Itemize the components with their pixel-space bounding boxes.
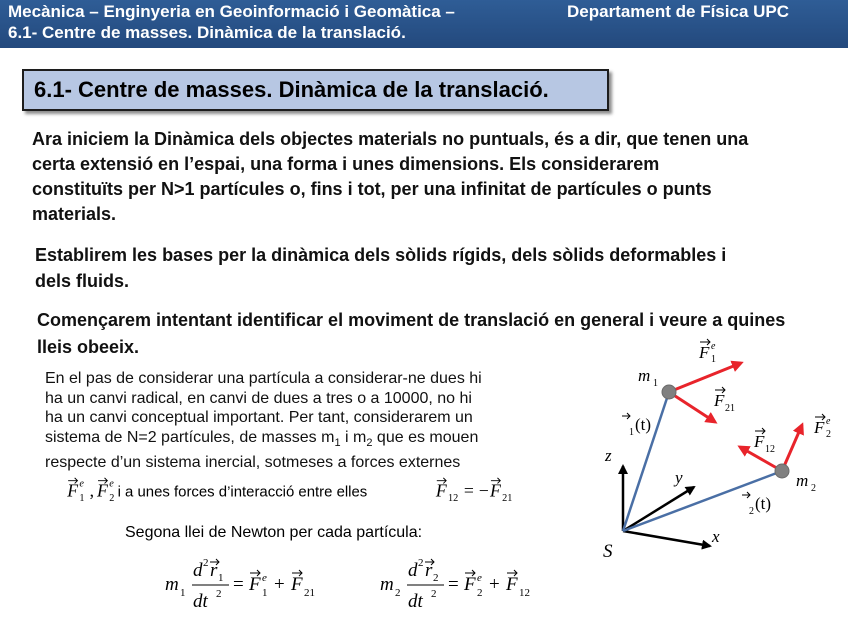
newton-law-label: Segona llei de Newton per cada partícula: [125, 524, 423, 541]
body-line: ha un canvi conceptual important. Per tant, considerarem un [45, 409, 473, 426]
external-force-1-arrow [669, 363, 741, 392]
forces-text: i a unes forces d’interacció entre elles [117, 483, 368, 501]
label-F21: F [714, 391, 725, 410]
x-axis [623, 531, 710, 546]
header-bar [0, 0, 848, 48]
particle-1 [662, 385, 676, 399]
label-m2-sub: 2 [811, 483, 816, 494]
math-symbol: dt [193, 591, 208, 612]
math-symbol: F [67, 480, 79, 501]
math-subscript: 2 [433, 572, 439, 584]
math-symbol: F [464, 574, 476, 595]
math-equals: = [448, 574, 459, 595]
header-section: 6.1- Centre de masses. Dinàmica de la translació. [8, 23, 406, 42]
vector-arrow-icon [210, 559, 302, 576]
math-symbol: F [97, 480, 108, 501]
system-description [45, 369, 585, 473]
label-F1e: F [699, 343, 710, 362]
math-symbol: m [165, 574, 179, 595]
label-F1e-sup: e [711, 341, 716, 352]
math-superscript: e [109, 478, 114, 490]
math-symbol: F [489, 480, 501, 501]
particle-2 [775, 464, 789, 478]
interaction-force-21-arrow [669, 392, 715, 422]
math-symbol: dt [408, 591, 423, 612]
math-symbol: m [380, 574, 394, 595]
math-minus: − [478, 480, 489, 501]
label-F12: F [754, 432, 765, 451]
math-superscript: e [79, 478, 84, 490]
body-text: que es mouen [372, 428, 479, 446]
math-plus: + [274, 574, 285, 595]
translation-paragraph: Començarem intentant identificar el moviment de translació en general i veure a quines lleis obeeix. [37, 310, 786, 357]
label-axis-x: x [712, 527, 720, 546]
math-superscript: 2 [418, 557, 424, 569]
math-subscript: 1 [218, 572, 224, 584]
body-text: sistema de N=2 partícules, de masses m [45, 428, 335, 446]
math-superscript: e [262, 572, 267, 584]
math-subscript: 2 [395, 587, 401, 599]
label-r2-t: (t) [755, 494, 772, 513]
vector-arrow-icon [425, 559, 517, 576]
math-plus: + [489, 574, 500, 595]
vector-arrow-icon [622, 339, 825, 498]
header-course: Mecànica – Enginyeria en Geoinformació i Geomàtica – [8, 2, 455, 21]
label-F2e-sub: 2 [826, 429, 831, 440]
math-subscript: 12 [447, 493, 459, 504]
label-r1-sub: 1 [629, 427, 634, 438]
subscript: 2 [366, 436, 373, 449]
label-m1: m [638, 366, 651, 385]
subscript: 1 [334, 436, 341, 449]
math-subscript: 2 [477, 587, 483, 599]
slide-title: 6.1- Centre de masses. Dinàmica de la translació. [22, 69, 609, 111]
label-m2: m [796, 471, 809, 490]
math-symbol: F [249, 574, 261, 595]
math-subscript: 1 [262, 587, 268, 599]
bases-paragraph: Establirem les bases per la dinàmica dels sòlids rígids, dels sòlids deformables i dels fluids. [35, 245, 727, 291]
forces-line [48, 476, 568, 504]
math-symbol: d [408, 560, 418, 581]
label-F21-sub: 21 [725, 403, 735, 414]
label-axis-z: z [605, 446, 612, 465]
math-subscript: 21 [502, 493, 513, 504]
label-r2-sub: 2 [749, 506, 754, 517]
math-equals: = [463, 480, 474, 501]
math-symbol: F [435, 480, 447, 501]
label-F2e-sup: e [826, 416, 831, 427]
body-line: ha un canvi radical, en canvi de dues a tres o a 10000, no hi [45, 389, 472, 407]
label-origin-S: S [603, 541, 613, 562]
equation-particle-2 [378, 552, 548, 616]
math-subscript: 21 [304, 587, 315, 599]
math-symbol: d [193, 560, 203, 581]
math-subscript: 1 [79, 493, 85, 504]
label-F12-sub: 12 [765, 444, 775, 455]
math-symbol: F [506, 574, 518, 595]
equation-particle-1 [163, 552, 333, 616]
label-m1-sub: 1 [653, 378, 658, 389]
position-vector-r1 [623, 392, 669, 531]
external-force-2-arrow [782, 425, 802, 471]
body-line: En el pas de considerar una partícula a considerar-ne dues hi [45, 370, 482, 387]
label-F1e-sub: 1 [711, 354, 716, 365]
body-line: respecte d’un sistema inercial, sotmeses a forces externes [45, 454, 461, 472]
math-comma: , [89, 480, 95, 501]
body-text: i m [340, 428, 367, 446]
math-symbol: r [425, 560, 433, 581]
intro-paragraph: Ara iniciem la Dinàmica dels objectes materials no puntuals, és a dir, que tenen una certa extensió en l’espai, una forma i unes dimensions. Els considerarem constituïts per N>1 partícules o, fins i tot, per una infinitat de partícules o punts materials. [32, 129, 749, 224]
two-particle-diagram [598, 336, 848, 576]
math-superscript: 2 [431, 588, 437, 600]
label-F2e: F [814, 418, 825, 437]
math-symbol: F [291, 574, 303, 595]
label-r1-t: (t) [635, 415, 652, 434]
math-subscript: 2 [109, 493, 115, 504]
math-symbol: r [210, 560, 218, 581]
header-department: Departament de Física UPC [567, 2, 790, 21]
math-superscript: 2 [203, 557, 209, 569]
math-superscript: e [477, 572, 482, 584]
math-superscript: 2 [216, 588, 222, 600]
body-line [45, 428, 585, 454]
math-equals: = [233, 574, 244, 595]
math-subscript: 12 [519, 587, 530, 599]
label-axis-y: y [675, 468, 683, 487]
math-subscript: 1 [180, 587, 186, 599]
